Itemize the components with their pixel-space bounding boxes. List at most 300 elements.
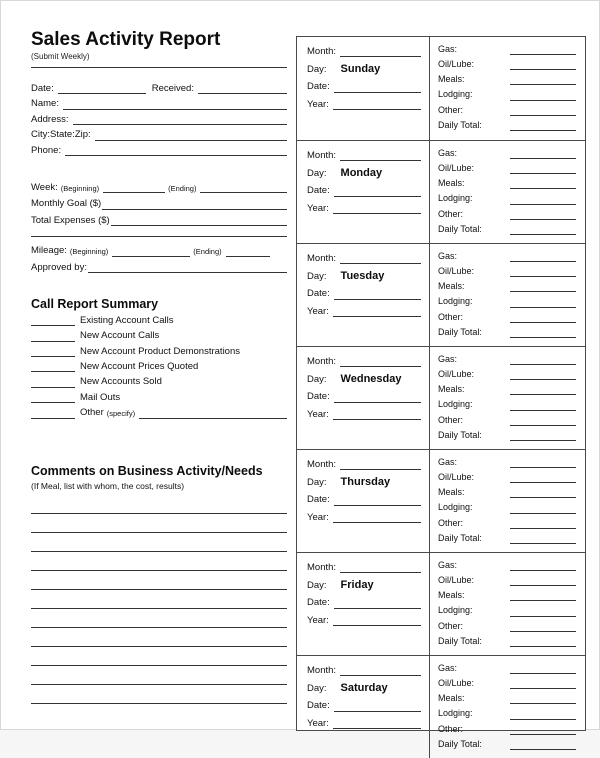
other-expense-row: [438, 414, 576, 426]
day-info: [297, 553, 429, 655]
day-expenses: [429, 347, 585, 449]
month-label: Month:: [307, 356, 337, 367]
daily-expense-table: [296, 36, 586, 749]
lodging-field-line: [510, 305, 576, 308]
comment-line: [31, 646, 287, 647]
call-count-field-line: [31, 323, 75, 326]
address-row: [31, 114, 287, 125]
mileage-ending-field-line: [226, 254, 270, 257]
meals-field-line: [510, 598, 576, 601]
lodging-row: [438, 88, 576, 100]
daily-total-label: Daily Total:: [438, 532, 482, 543]
gas-field-line: [510, 259, 576, 262]
other-label: Other: [80, 407, 104, 419]
gas-row: [438, 559, 576, 571]
comment-line: [31, 627, 287, 628]
other-expense-row: [438, 517, 576, 529]
month-row: [307, 356, 421, 367]
call-count-field-line: [31, 354, 75, 357]
page-title: Sales Activity Report: [31, 29, 221, 50]
call-report-item-label: Existing Account Calls: [80, 314, 174, 326]
address-field-line: [73, 122, 288, 125]
lodging-row: [438, 501, 576, 513]
date-field-line: [334, 194, 421, 197]
comment-line: [31, 608, 287, 609]
lodging-field-line: [510, 717, 576, 720]
call-report-item-label: Mail Outs: [80, 391, 121, 403]
week-label: Week:: [31, 181, 58, 193]
gas-field-line: [510, 362, 576, 365]
daily-total-field-line: [510, 644, 576, 647]
meals-row: [438, 280, 576, 292]
call-report-item-label: New Account Calls: [80, 330, 160, 342]
meals-row: [438, 589, 576, 601]
oil-lube-label: Oil/Lube:: [438, 575, 475, 586]
year-field-line: [333, 107, 421, 110]
other-expense-field-line: [510, 526, 576, 529]
day-block: [297, 37, 585, 140]
gas-row: [438, 662, 576, 674]
week-ending-field-line: [200, 190, 287, 193]
call-report-heading: Call Report Summary: [31, 296, 159, 311]
date-field-line: [58, 91, 146, 94]
header-divider: [31, 67, 287, 68]
lodging-label: Lodging:: [438, 605, 473, 616]
gas-row: [438, 147, 576, 159]
day-info: [297, 141, 429, 243]
monthly-goal-field-line: [102, 207, 287, 210]
oil-lube-label: Oil/Lube:: [438, 163, 475, 174]
daily-total-field-line: [510, 128, 576, 131]
year-field-line: [333, 726, 421, 729]
name-label: Name:: [31, 98, 59, 110]
comment-line: [31, 532, 287, 533]
oil-lube-row: [438, 574, 576, 586]
month-row: [307, 562, 421, 573]
comment-line: [31, 665, 287, 666]
day-row: [307, 63, 421, 75]
gas-field-line: [510, 568, 576, 571]
daily-total-row: [438, 738, 576, 750]
call-report-item: [31, 361, 287, 372]
received-label: Received:: [151, 83, 194, 94]
mileage-beginning-label: (Beginning): [69, 246, 109, 256]
lodging-row: [438, 295, 576, 307]
day-expenses: [429, 244, 585, 346]
daily-total-field-line: [510, 438, 576, 441]
year-field-line: [333, 417, 421, 420]
day-block: [297, 346, 585, 449]
other-expense-row: [438, 311, 576, 323]
date-label: Date:: [307, 700, 330, 712]
day-row: [307, 167, 421, 179]
other-expense-row: [438, 104, 576, 116]
month-field-line: [340, 364, 421, 367]
meals-field-line: [510, 701, 576, 704]
oil-lube-row: [438, 265, 576, 277]
oil-lube-row: [438, 162, 576, 174]
day-name: Friday: [340, 579, 374, 592]
other-expense-field-line: [510, 629, 576, 632]
day-row: [307, 579, 421, 591]
comment-line: [31, 570, 287, 571]
gas-label: Gas:: [438, 148, 458, 158]
mileage-row: [31, 245, 287, 256]
day-label: Day:: [307, 168, 327, 180]
lodging-field-line: [510, 408, 576, 411]
date-label: Date:: [307, 288, 330, 300]
date-field-line: [334, 90, 421, 93]
call-report-item: [31, 392, 287, 403]
year-label: Year:: [307, 511, 329, 523]
lodging-field-line: [510, 614, 576, 617]
call-report-item: [31, 315, 287, 326]
year-row: [307, 306, 421, 317]
day-expenses: [429, 656, 585, 758]
month-label: Month:: [307, 562, 337, 573]
city-state-zip-field-line: [95, 138, 287, 141]
meals-label: Meals:: [438, 74, 465, 85]
city-state-zip-label: City:State:Zip:: [31, 129, 91, 141]
day-block: [297, 655, 585, 758]
day-name: Monday: [340, 167, 383, 180]
meals-label: Meals:: [438, 487, 465, 498]
month-field-line: [340, 467, 421, 470]
daily-total-row: [438, 429, 576, 441]
day-name: Thursday: [340, 476, 391, 489]
gas-row: [438, 250, 576, 262]
month-field-line: [340, 54, 421, 57]
city-state-zip-row: [31, 129, 287, 140]
meals-label: Meals:: [438, 281, 465, 292]
day-row: [307, 682, 421, 694]
call-count-field-line: [31, 339, 75, 342]
mileage-divider: [31, 236, 287, 237]
oil-lube-row: [438, 368, 576, 380]
date-field-line: [334, 709, 421, 712]
date-label: Date:: [307, 494, 330, 506]
lodging-label: Lodging:: [438, 502, 473, 513]
date-received-row: [31, 83, 287, 94]
lodging-row: [438, 398, 576, 410]
date-row: [307, 391, 421, 402]
call-report-item-label: New Account Prices Quoted: [80, 361, 199, 373]
day-label: Day:: [307, 64, 327, 76]
call-report-item: [31, 376, 287, 387]
daily-total-label: Daily Total:: [438, 119, 482, 130]
year-label: Year:: [307, 305, 329, 317]
oil-lube-field-line: [510, 583, 576, 586]
week-beginning-label: (Beginning): [60, 183, 100, 193]
week-row: [31, 182, 287, 193]
mileage-label: Mileage:: [31, 245, 67, 257]
other-expense-field-line: [510, 732, 576, 735]
mileage-beginning-field-line: [112, 254, 190, 257]
call-report-item-label: New Accounts Sold: [80, 376, 162, 388]
date-row: [307, 288, 421, 299]
address-label: Address:: [31, 113, 69, 125]
call-report-item: [31, 346, 287, 357]
day-label: Day:: [307, 683, 327, 695]
day-label: Day:: [307, 271, 327, 283]
month-label: Month:: [307, 150, 337, 161]
date-field-line: [334, 297, 421, 300]
oil-lube-row: [438, 471, 576, 483]
other-field-line: [139, 416, 287, 419]
gas-label: Gas:: [438, 560, 458, 570]
date-label: Date:: [31, 83, 54, 94]
day-row: [307, 476, 421, 488]
month-field-line: [340, 673, 421, 676]
meals-field-line: [510, 186, 576, 189]
daily-total-row: [438, 532, 576, 544]
meals-label: Meals:: [438, 178, 465, 189]
month-field-line: [340, 570, 421, 573]
daily-total-label: Daily Total:: [438, 223, 482, 234]
month-label: Month:: [307, 253, 337, 264]
day-info: [297, 37, 429, 140]
day-info: [297, 244, 429, 346]
meals-row: [438, 73, 576, 85]
year-row: [307, 615, 421, 626]
call-report-item-other: [31, 407, 287, 418]
lodging-label: Lodging:: [438, 193, 473, 204]
name-row: [31, 98, 287, 109]
month-label: Month:: [307, 665, 337, 676]
day-block: [297, 449, 585, 552]
date-row: [307, 597, 421, 608]
daily-total-field-line: [510, 335, 576, 338]
comments-heading: Comments on Business Activity/Needs: [31, 463, 263, 478]
oil-lube-label: Oil/Lube:: [438, 678, 475, 689]
gas-label: Gas:: [438, 251, 458, 261]
meals-row: [438, 177, 576, 189]
year-label: Year:: [307, 98, 329, 110]
other-expense-label: Other:: [438, 104, 464, 115]
date-label: Date:: [307, 185, 330, 197]
other-expense-label: Other:: [438, 723, 464, 734]
day-label: Day:: [307, 374, 327, 386]
lodging-field-line: [510, 98, 576, 101]
monthly-goal-row: [31, 198, 287, 209]
call-report-list: [31, 315, 287, 403]
date-field-line: [334, 606, 421, 609]
meals-field-line: [510, 289, 576, 292]
call-count-field-line: [31, 369, 75, 372]
day-name: Tuesday: [340, 270, 385, 283]
other-expense-row: [438, 208, 576, 220]
year-field-line: [333, 623, 421, 626]
lodging-field-line: [510, 202, 576, 205]
daily-total-label: Daily Total:: [438, 738, 482, 749]
oil-lube-field-line: [510, 171, 576, 174]
total-expenses-label: Total Expenses ($): [31, 214, 110, 226]
gas-field-line: [510, 52, 576, 55]
year-row: [307, 203, 421, 214]
comment-line: [31, 513, 287, 514]
other-expense-field-line: [510, 320, 576, 323]
other-expense-label: Other:: [438, 311, 464, 322]
day-expenses: [429, 450, 585, 552]
name-field-line: [63, 107, 287, 110]
gas-label: Gas:: [438, 663, 458, 673]
date-field-line: [334, 503, 421, 506]
form-left-column: [31, 29, 287, 704]
year-label: Year:: [307, 614, 329, 626]
oil-lube-label: Oil/Lube:: [438, 59, 475, 70]
day-label: Day:: [307, 477, 327, 489]
meals-row: [438, 486, 576, 498]
day-row: [307, 373, 421, 385]
year-field-line: [333, 211, 421, 214]
day-info: [297, 656, 429, 758]
oil-lube-field-line: [510, 274, 576, 277]
meals-field-line: [510, 82, 576, 85]
day-expenses: [429, 141, 585, 243]
comment-line: [31, 589, 287, 590]
date-field-line: [334, 400, 421, 403]
gas-field-line: [510, 465, 576, 468]
call-count-field-line: [31, 385, 75, 388]
oil-lube-row: [438, 677, 576, 689]
year-label: Year:: [307, 408, 329, 420]
daily-total-row: [438, 326, 576, 338]
date-label: Date:: [307, 391, 330, 403]
lodging-label: Lodging:: [438, 708, 473, 719]
date-label: Date:: [307, 81, 330, 93]
meals-field-line: [510, 392, 576, 395]
comment-line: [31, 551, 287, 552]
meals-field-line: [510, 495, 576, 498]
week-beginning-field-line: [103, 190, 165, 193]
phone-label: Phone:: [31, 144, 62, 156]
other-expense-field-line: [510, 423, 576, 426]
other-expense-row: [438, 723, 576, 735]
gas-field-line: [510, 671, 576, 674]
month-row: [307, 253, 421, 264]
date-row: [307, 700, 421, 711]
total-expenses-field-line: [111, 223, 287, 226]
call-report-item-label: New Account Product Demonstrations: [80, 345, 240, 357]
month-field-line: [340, 261, 421, 264]
day-block: [297, 552, 585, 655]
daily-total-label: Daily Total:: [438, 635, 482, 646]
comments-subheading: (If Meal, list with whom, the cost, results): [31, 480, 185, 491]
gas-field-line: [510, 156, 576, 159]
daily-total-label: Daily Total:: [438, 429, 482, 440]
gas-row: [438, 456, 576, 468]
comment-line: [31, 684, 287, 685]
oil-lube-label: Oil/Lube:: [438, 369, 475, 380]
lodging-row: [438, 192, 576, 204]
lodging-row: [438, 604, 576, 616]
lodging-label: Lodging:: [438, 89, 473, 100]
day-block: [297, 243, 585, 346]
year-label: Year:: [307, 202, 329, 214]
date-row: [307, 185, 421, 196]
lodging-label: Lodging:: [438, 399, 473, 410]
day-expenses: [429, 553, 585, 655]
oil-lube-field-line: [510, 686, 576, 689]
daily-total-field-line: [510, 747, 576, 750]
month-row: [307, 46, 421, 57]
oil-lube-field-line: [510, 377, 576, 380]
date-row: [307, 494, 421, 505]
approved-by-field-line: [88, 270, 287, 273]
day-label: Day:: [307, 580, 327, 592]
oil-lube-label: Oil/Lube:: [438, 472, 475, 483]
other-expense-label: Other:: [438, 517, 464, 528]
day-expenses: [429, 37, 585, 140]
gas-row: [438, 43, 576, 55]
oil-lube-field-line: [510, 480, 576, 483]
other-expense-label: Other:: [438, 208, 464, 219]
day-info: [297, 450, 429, 552]
month-row: [307, 150, 421, 161]
day-block: [297, 140, 585, 243]
call-count-field-line: [31, 416, 75, 419]
year-label: Year:: [307, 717, 329, 729]
year-row: [307, 512, 421, 523]
meals-row: [438, 383, 576, 395]
other-expense-label: Other:: [438, 620, 464, 631]
month-row: [307, 459, 421, 470]
mileage-ending-label: (Ending): [193, 246, 222, 256]
oil-lube-label: Oil/Lube:: [438, 266, 475, 277]
month-field-line: [340, 158, 421, 161]
daily-total-row: [438, 119, 576, 131]
daily-total-row: [438, 223, 576, 235]
gas-label: Gas:: [438, 457, 458, 467]
year-field-line: [333, 314, 421, 317]
day-name: Saturday: [340, 682, 388, 695]
other-expense-field-line: [510, 217, 576, 220]
month-label: Month:: [307, 459, 337, 470]
lodging-field-line: [510, 511, 576, 514]
call-report-item: [31, 330, 287, 341]
year-row: [307, 409, 421, 420]
daily-total-field-line: [510, 541, 576, 544]
date-label: Date:: [307, 597, 330, 609]
meals-label: Meals:: [438, 590, 465, 601]
month-row: [307, 665, 421, 676]
phone-field-line: [65, 153, 287, 156]
daily-total-field-line: [510, 232, 576, 235]
other-specify-label: (specify): [106, 408, 136, 418]
comment-line: [31, 703, 287, 704]
meals-label: Meals:: [438, 693, 465, 704]
approved-by-label: Approved by:: [31, 261, 87, 273]
day-name: Sunday: [340, 63, 381, 76]
lodging-row: [438, 707, 576, 719]
daily-total-label: Daily Total:: [438, 326, 482, 337]
week-ending-label: (Ending): [168, 183, 197, 193]
day-name: Wednesday: [340, 373, 402, 386]
other-expense-label: Other:: [438, 414, 464, 425]
received-field-line: [198, 91, 287, 94]
day-row: [307, 270, 421, 282]
year-row: [307, 99, 421, 110]
month-label: Month:: [307, 46, 337, 57]
gas-label: Gas:: [438, 354, 458, 364]
page-subtitle: (Submit Weekly): [31, 52, 90, 61]
date-row: [307, 81, 421, 92]
year-row: [307, 718, 421, 729]
other-expense-row: [438, 620, 576, 632]
day-info: [297, 347, 429, 449]
year-field-line: [333, 520, 421, 523]
meals-label: Meals:: [438, 384, 465, 395]
